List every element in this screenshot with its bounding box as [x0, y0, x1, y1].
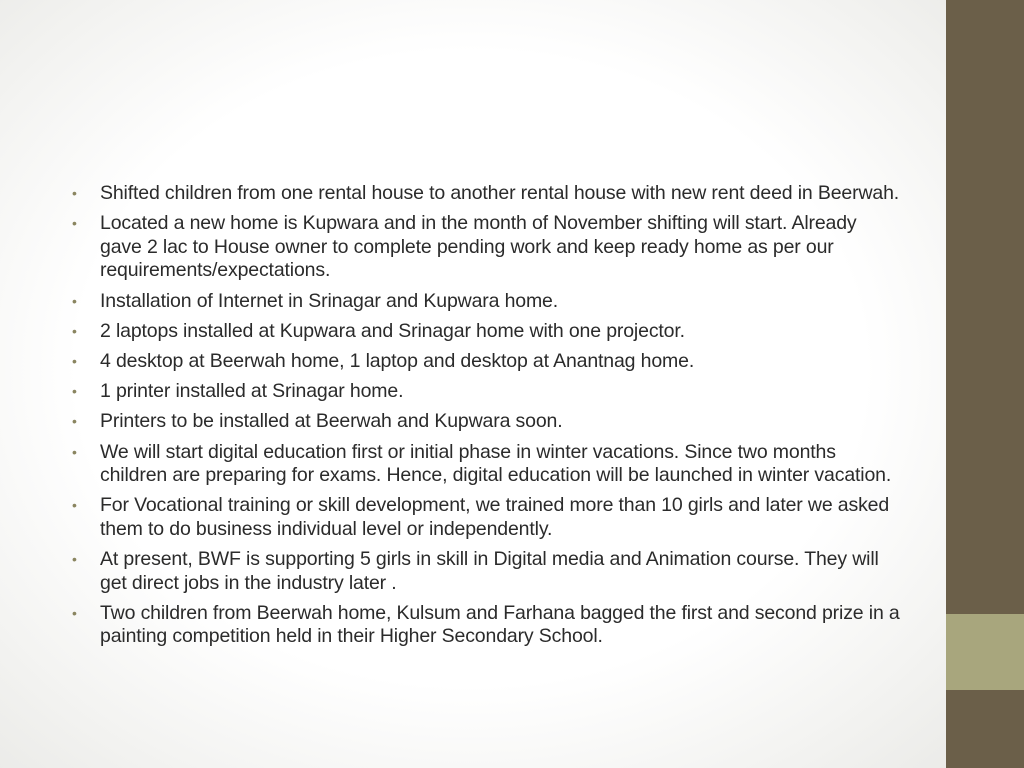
- bullet-icon: •: [72, 215, 77, 232]
- bullet-list: [70, 182, 900, 649]
- bullet-icon: •: [72, 413, 77, 430]
- bullet-item: [70, 494, 900, 541]
- bullet-item: [70, 548, 900, 595]
- bullet-text: Shifted children from one rental house to another rental house with new rent deed in Beerwah.: [100, 182, 900, 204]
- slide-content: [70, 182, 900, 656]
- bullet-icon: •: [72, 551, 77, 568]
- bullet-item: [70, 290, 900, 314]
- bullet-text: At present, BWF is supporting 5 girls in skill in Digital media and Animation course. They will get direct jobs in the industry later .: [100, 548, 879, 594]
- bullet-text: 2 laptops installed at Kupwara and Srinagar home with one projector.: [100, 319, 685, 342]
- bullet-item: [70, 212, 900, 283]
- bullet-text: Two children from Beerwah home, Kulsum and Farhana bagged the first and second prize in a painting competition held in their Higher Secondary School.: [100, 601, 900, 648]
- bullet-text: 4 desktop at Beerwah home, 1 laptop and desktop at Anantnag home.: [100, 349, 695, 372]
- bullet-icon: •: [72, 352, 77, 369]
- side-decoration-accent: [946, 614, 1024, 690]
- bullet-icon: •: [72, 185, 77, 201]
- bullet-text: Installation of Internet in Srinagar and Kupwara home.: [100, 289, 559, 312]
- bullet-text: For Vocational training or skill development, we trained more than 10 girls and later we asked them to do business individual level or independently.: [100, 494, 890, 540]
- bullet-icon: •: [72, 497, 77, 514]
- bullet-item: [70, 441, 900, 488]
- bullet-item: [70, 380, 900, 404]
- bullet-item: [70, 410, 900, 434]
- bullet-text: Printers to be installed at Beerwah and Kupwara soon.: [100, 410, 563, 433]
- bullet-icon: •: [72, 383, 77, 400]
- bullet-item: [70, 602, 900, 649]
- bullet-item: [70, 320, 900, 344]
- bullet-icon: •: [72, 604, 77, 621]
- bullet-icon: •: [72, 292, 77, 309]
- bullet-text: 1 printer installed at Srinagar home.: [100, 380, 404, 403]
- bullet-text: Located a new home is Kupwara and in the month of November shifting will start. Already gave 2 lac to House owner to complete pending work and keep ready home as per our requirements/expectations.: [100, 212, 857, 282]
- bullet-text: We will start digital education first or initial phase in winter vacations. Since two months children are preparing for exams. Hence, digital education will be launched in winter vacation.: [100, 440, 892, 487]
- bullet-item: [70, 182, 900, 206]
- bullet-icon: •: [72, 443, 77, 460]
- bullet-item: [70, 350, 900, 374]
- bullet-icon: •: [72, 322, 77, 339]
